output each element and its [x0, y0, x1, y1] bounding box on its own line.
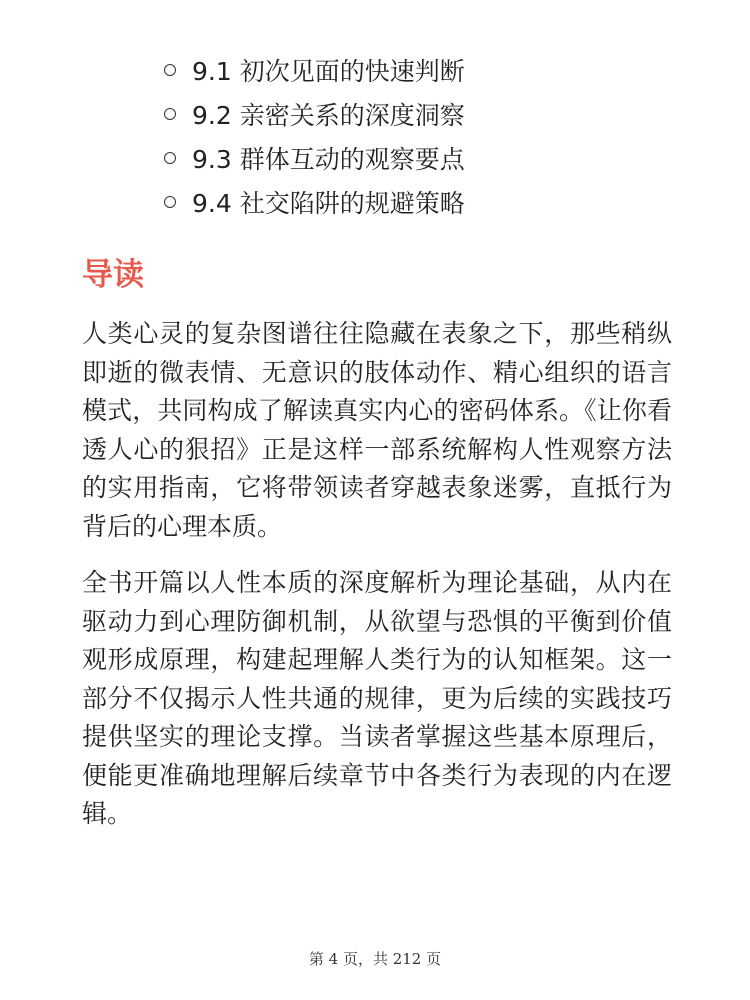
- section-heading: 导读: [82, 257, 144, 293]
- toc-item: [160, 92, 465, 136]
- hollow-circle-bullet-icon: [164, 64, 176, 76]
- hollow-circle-bullet-icon: [164, 108, 176, 120]
- toc-item: [160, 180, 465, 224]
- toc-item-label: 9.1 初次见面的快速判断: [192, 57, 465, 86]
- hollow-circle-bullet-icon: [164, 152, 176, 164]
- page-number: 第 4 页，共 212 页: [308, 950, 442, 968]
- toc-item-label: 9.4 社交陷阱的规避策略: [192, 189, 465, 218]
- body-paragraph: 人类心灵的复杂图谱往往隐藏在表象之下，那些稍纵即逝的微表情、无意识的肢体动作、精心组织的语言模式，共同构成了解读真实内心的密码体系。《让你看透人心的狠招》正是这样一部系统解构人性观察方法的实用指南，它将带领读者穿越表象迷雾，直抵行为背后的心理本质。: [82, 319, 672, 541]
- table-of-contents: [160, 48, 465, 224]
- body-paragraph: 全书开篇以人性本质的深度解析为理论基础，从内在驱动力到心理防御机制，从欲望与恐惧的平衡到价值观形成原理，构建起理解人类行为的认知框架。这一部分不仅揭示人性共通的规律，更为后续的实践技巧提供坚实的理论支撑。当读者掌握这些基本原理后，便能更准确地理解后续章节中各类行为表现的内在逻辑。: [82, 568, 672, 828]
- toc-item-label: 9.2 亲密关系的深度洞察: [192, 101, 465, 130]
- toc-item: [160, 136, 465, 180]
- toc-item: [160, 48, 465, 92]
- hollow-circle-bullet-icon: [164, 196, 176, 208]
- toc-item-label: 9.3 群体互动的观察要点: [192, 145, 465, 174]
